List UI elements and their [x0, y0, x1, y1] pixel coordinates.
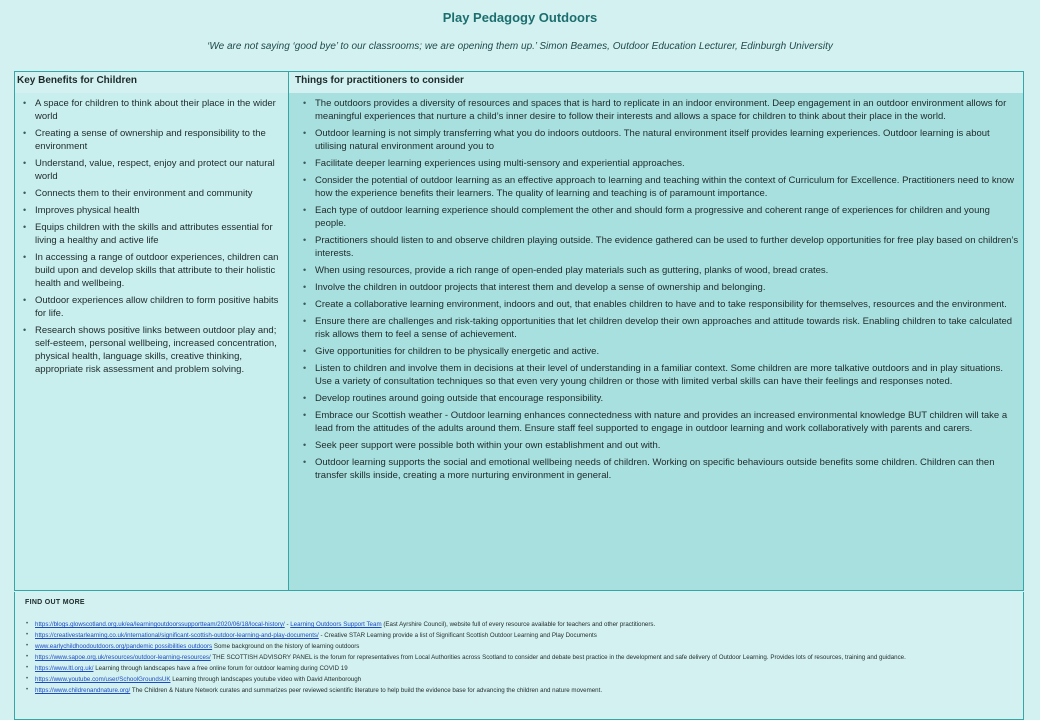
consideration-item: • Develop routines around going outside that encourage responsibility.	[315, 392, 1021, 405]
resource-link-item	[35, 664, 1020, 673]
resource-description: THE SCOTTISH ADVISORY PANEL is the forum for representatives from Local Authorities across Scotland to consider and debate best practice in the development and safe delivery of Outdoor Learning. Provides lots of resources, training and guidance.	[210, 654, 906, 661]
page-title: Play Pedagogy Outdoors	[442, 10, 598, 25]
resource-url-link[interactable]: https://www.childrenandnature.org/	[35, 687, 131, 694]
resource-link-item	[35, 631, 1020, 640]
consideration-item: • Ensure there are challenges and risk-taking opportunities that let children develop their own approaches and attitude towards risk. Enabling children to take calculated risk allows them to feel a sense of achievement.	[315, 315, 1021, 341]
consideration-item: • Give opportunities for children to be physically energetic and active.	[315, 345, 1021, 358]
resource-link-item	[35, 686, 1020, 695]
benefits-column	[15, 93, 288, 590]
consideration-item: • Practitioners should listen to and observe children playing outside. The evidence gathered can be used to further develop opportunities for free play based on children’s interests.	[315, 234, 1021, 260]
resource-link-item	[35, 675, 1020, 684]
benefits-list	[35, 97, 285, 380]
consideration-item: • Involve the children in outdoor projects that interest them and develop a sense of ownership and belonging.	[315, 281, 1021, 294]
benefit-item: • In accessing a range of outdoor experiences, children can build upon and develop skills that attribute to their holistic health and wellbeing.	[35, 251, 285, 290]
resource-description: Learning through landscapes youtube video with David Attenborough	[170, 676, 362, 683]
resource-description: The Children & Nature Network curates and summarizes peer reviewed scientific literature to help build the evidence base for advancing the children and nature movement.	[130, 687, 603, 694]
consideration-item: • Outdoor learning supports the social and emotional wellbeing needs of children. Working on specific behaviours outside benefits some children. Children can then transfer skills inside, creating a more nurturing environment in general.	[315, 456, 1021, 482]
find-out-more-section	[14, 592, 1024, 720]
consideration-item: • Each type of outdoor learning experience should complement the other and should form a progressive and coherent range of experiences for children and young people.	[315, 204, 1021, 230]
benefit-item: • A space for children to think about their place in the wider world	[35, 97, 285, 123]
table-header	[15, 72, 1023, 94]
resource-description: - Creative STAR Learning provide a list of Significant Scottish Outdoor Learning and Play Documents	[318, 632, 597, 639]
considerations-header: Things for practitioners to consider	[295, 75, 464, 86]
consideration-item: • Consider the potential of outdoor learning as an effective approach to learning and teaching within the context of Curriculum for Excellence. Practitioners need to know how the experience benefits their learners. The quality of learning and teaching is of paramount importance.	[315, 174, 1021, 200]
consideration-item: • When using resources, provide a rich range of open-ended play materials such as guttering, planks of wood, bread crates.	[315, 264, 1021, 277]
benefit-item: • Connects them to their environment and community	[35, 187, 285, 200]
benefit-item: • Research shows positive links between outdoor play and; self-esteem, personal wellbeing, increased concentration, physical health, language skills, creative thinking, appropriate risk assessment and problem solving.	[35, 324, 285, 376]
benefit-item: • Outdoor experiences allow children to form positive habits for life.	[35, 294, 285, 320]
resource-description: Some background on the history of learning outdoors	[212, 643, 360, 650]
resource-description: (East Ayrshire Council), website full of every resource available for teachers and other practitioners.	[381, 621, 656, 628]
resource-link-item	[35, 653, 1020, 662]
links-list	[35, 620, 1020, 697]
resource-description: Learning through landscapes have a free online forum for outdoor learning during COVID 19	[93, 665, 348, 672]
resource-description: -	[284, 621, 291, 628]
benefit-item: • Equips children with the skills and attributes essential for living a healthy and active life	[35, 221, 285, 247]
resource-url-link[interactable]: https://www.youtube.com/user/SchoolGroundsUK	[35, 676, 171, 683]
consideration-item: • The outdoors provides a diversity of resources and spaces that is hard to replicate in an indoor environment. Deep engagement in an outdoor environment allows for meaningful experiences that nurture a child’s inner desire to follow their interests and allows a space for children to think about their place in the world.	[315, 97, 1021, 123]
quote: ‘We are not saying ‘good bye’ to our classrooms; we are opening them up.’ Simon Beames, Outdoor Education Lecturer, Edinburgh University	[207, 41, 833, 52]
resource-named-link[interactable]: Learning Outdoors Support Team	[290, 621, 382, 628]
benefit-item: • Improves physical health	[35, 204, 285, 217]
resource-url-link[interactable]: https://blogs.glowscotland.org.uk/ea/learningoutdoorssupportteam/2020/06/18/local-history/	[35, 621, 285, 628]
find-out-more-title: FIND OUT MORE	[25, 599, 85, 606]
consideration-item: • Facilitate deeper learning experiences using multi-sensory and experiential approaches.	[315, 157, 1021, 170]
resource-link-item	[35, 642, 1020, 651]
resource-url-link[interactable]: https://www.sapoe.org.uk/resources/outdoor-learning-resources/	[35, 654, 211, 661]
content-table	[14, 71, 1024, 591]
resource-link-item	[35, 620, 1020, 629]
benefit-item: • Creating a sense of ownership and responsibility to the environment	[35, 127, 285, 153]
consideration-item: • Seek peer support were possible both within your own establishment and out with.	[315, 439, 1021, 452]
consideration-item: • Create a collaborative learning environment, indoors and out, that enables children to have and to take responsibility for themselves, resources and the environment.	[315, 298, 1021, 311]
considerations-list	[315, 97, 1021, 486]
consideration-item: • Outdoor learning is not simply transferring what you do indoors outdoors. The natural environment itself provides learning experiences. Outdoor learning is about utilising natural environment around you to	[315, 127, 1021, 153]
column-divider	[288, 72, 289, 590]
resource-url-link[interactable]: www.earlychildhoodoutdoors.org/pandemic possibilities outdoors	[35, 643, 213, 650]
considerations-column	[289, 93, 1023, 590]
consideration-item: • Embrace our Scottish weather - Outdoor learning enhances connectedness with nature and provides an increased environmental knowledge BUT children will take a lead from the attitudes of the adults around them. Ensure staff feel supported to engage in outdoor learning and work collaboratively with parents and carers.	[315, 409, 1021, 435]
resource-url-link[interactable]: https://www.ltl.org.uk/	[35, 665, 94, 672]
consideration-item: • Listen to children and involve them in decisions at their level of understanding in a familiar context. Some children are more talkative outdoors and in play situations. Use a variety of consultation techniques so that even very young children or those with limited verbal skills can have their feelings and responses noted.	[315, 362, 1021, 388]
benefit-item: • Understand, value, respect, enjoy and protect our natural world	[35, 157, 285, 183]
resource-url-link[interactable]: https://creativestarlearning.co.uk/international/significant-scottish-outdoor-learning-and-play-documents/	[35, 632, 319, 639]
benefits-header: Key Benefits for Children	[17, 75, 138, 86]
